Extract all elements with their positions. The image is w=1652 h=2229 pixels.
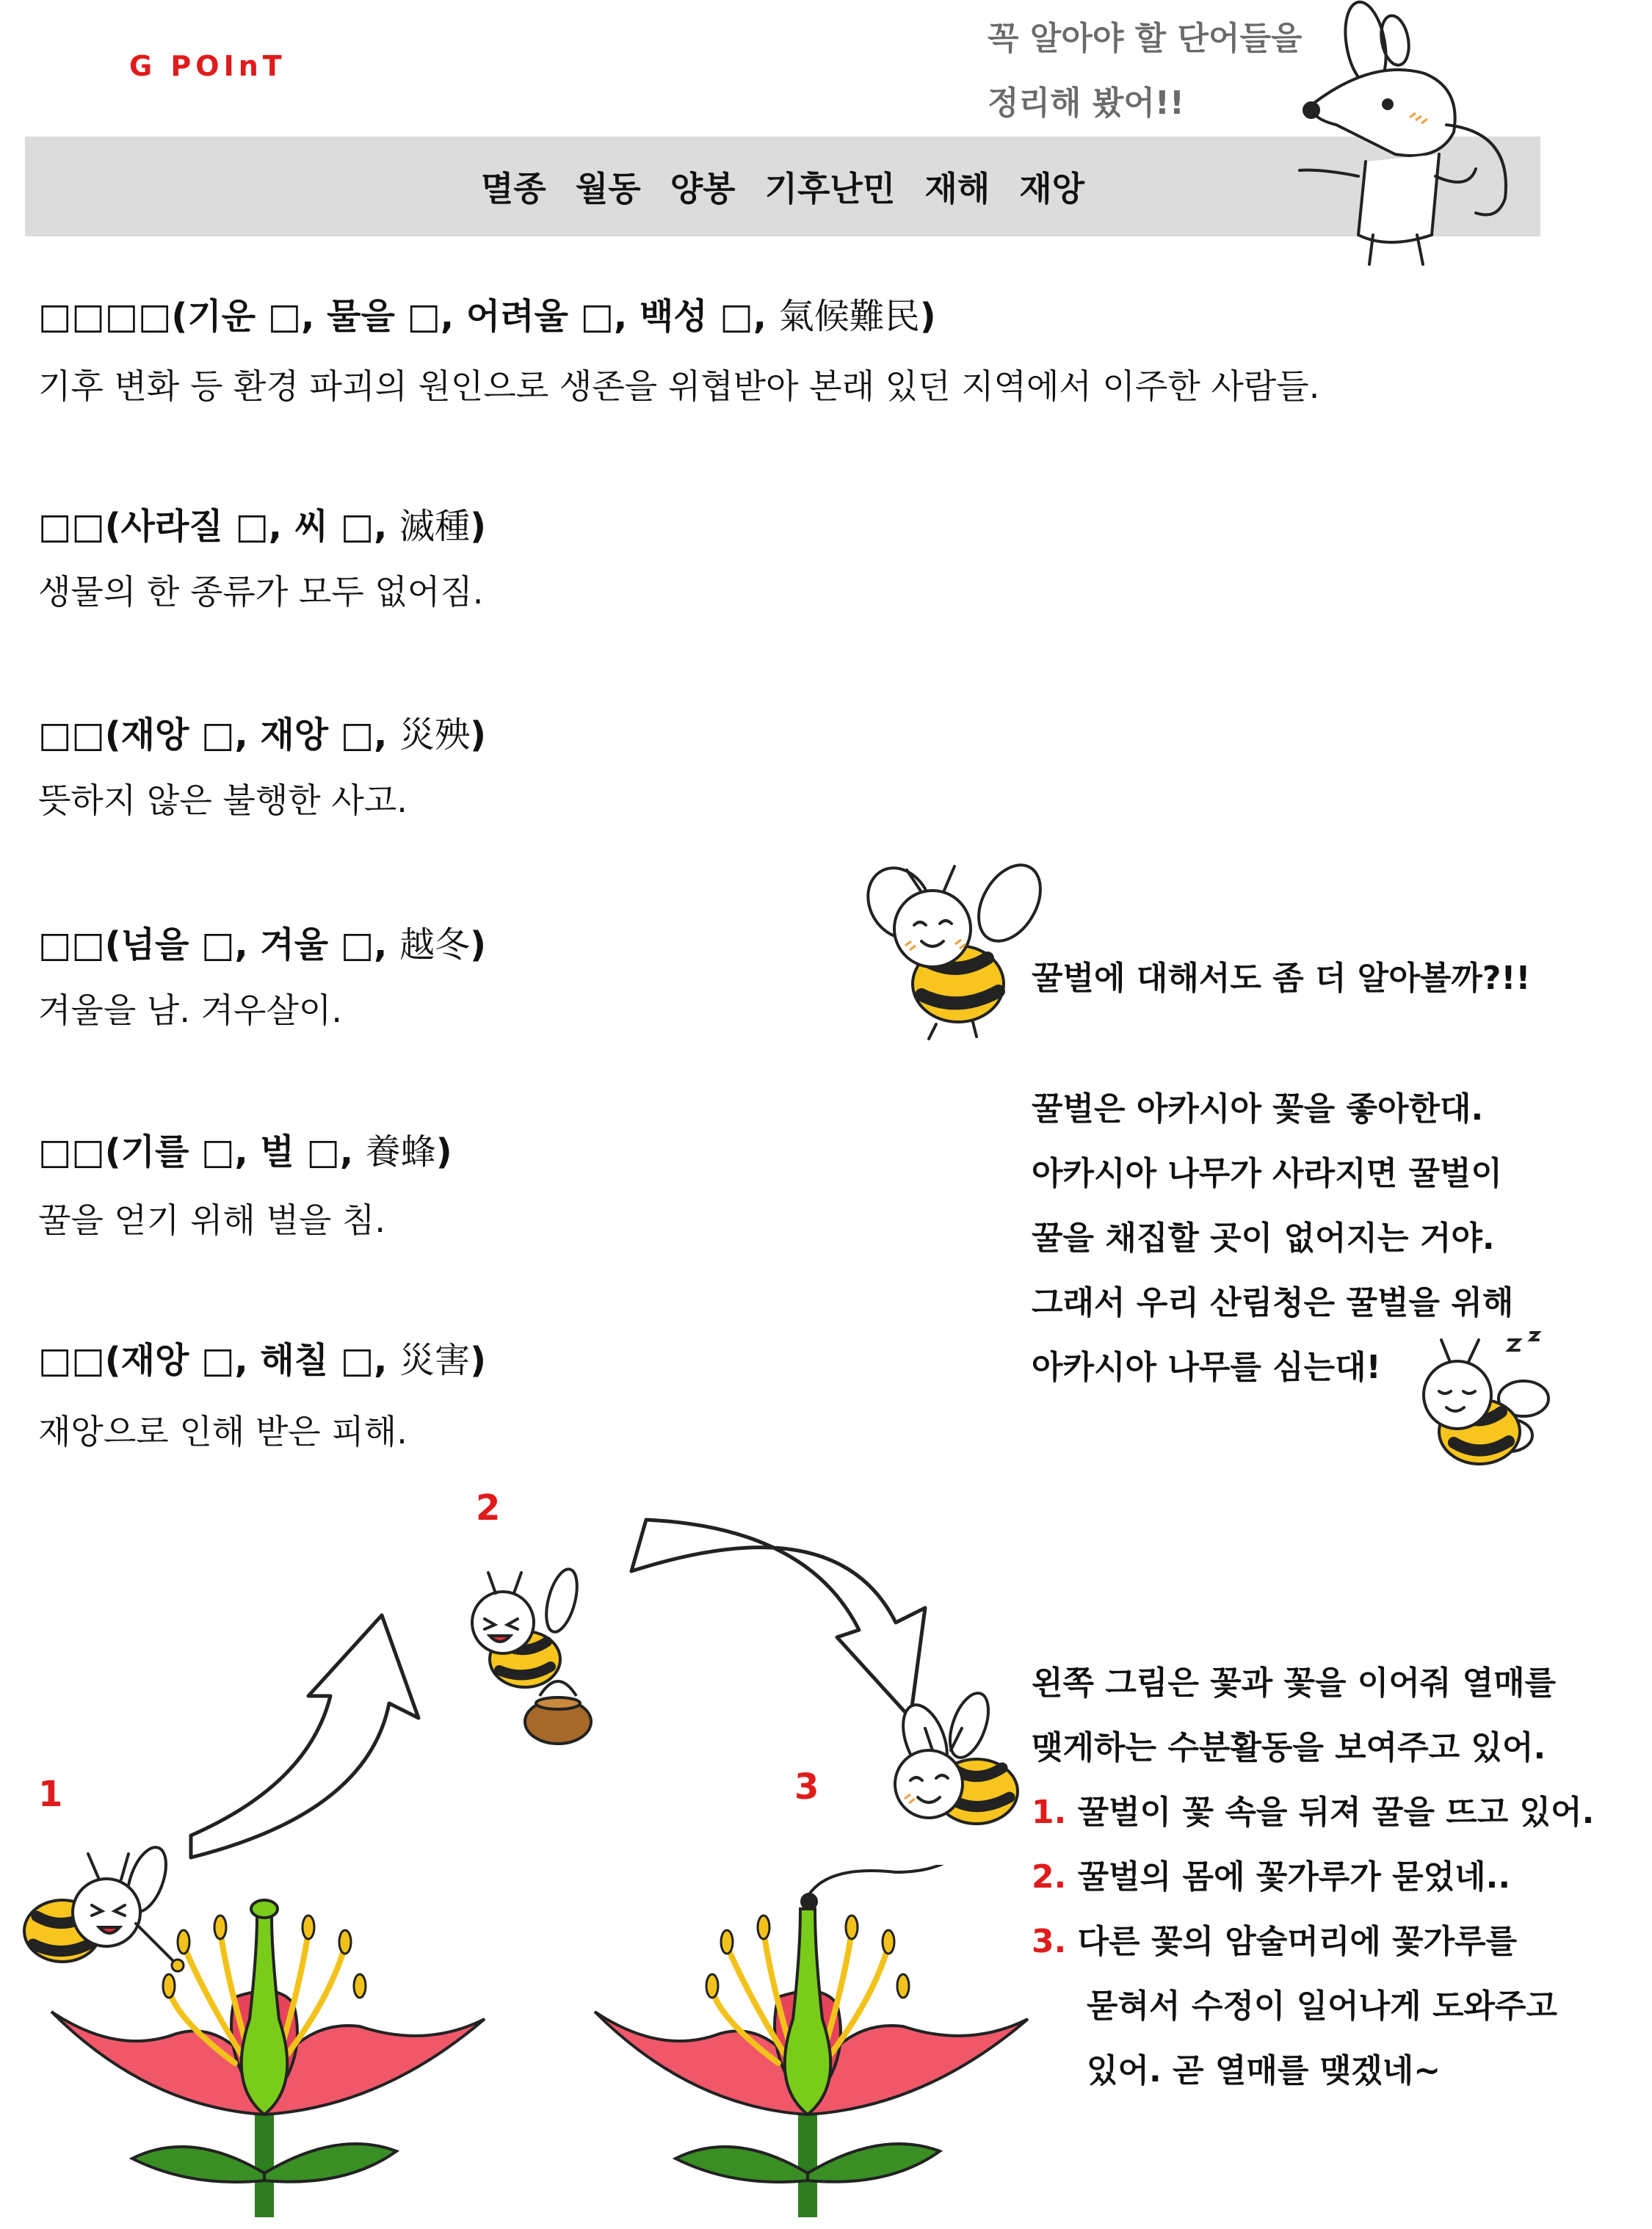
bee-line-2: 아카시아 나무가 사라지면 꿀벌이 [1032, 1155, 1503, 1192]
pollination-intro-1: 왼쪽 그림은 꽃과 꽃을 이어줘 열매를 [1032, 1664, 1557, 1702]
vocab-definition-2: 생물의 한 종류가 모두 없어짐. [38, 572, 484, 612]
pollination-step-2: 2. 꿀벌의 몸에 꽃가루가 묻었네.. [1032, 1858, 1511, 1896]
pollination-step-3-cont-2: 있어. 곧 열매를 맺겠네~ [1087, 2052, 1441, 2090]
keyword-1: 멸종 [480, 169, 546, 209]
vocab-definition-6: 재앙으로 인해 받은 피해. [38, 1412, 407, 1451]
bee-icon [863, 859, 1054, 1043]
bee-section-title: 꿀벌에 대해서도 좀 더 알아볼까?!! [1032, 960, 1531, 997]
keyword-6: 재앙 [1019, 169, 1085, 209]
vocab-heading-4: □□(넘을 □, 겨울 □, 越冬) [38, 924, 487, 965]
vocab-definition-1: 기후 변화 등 환경 파괴의 원인으로 생존을 위협받아 본래 있던 지역에서 이주한 사람들. [38, 366, 1320, 406]
pollination-step-3-cont-1: 묻혀서 수정이 일어나게 도와주고 [1087, 1987, 1558, 2025]
vocab-definition-3: 뜻하지 않은 불행한 사고. [38, 780, 407, 820]
hanja-3: 災殃 [399, 714, 471, 755]
curved-arrow-icon [162, 1593, 470, 1872]
step-label-3: 3 [794, 1766, 819, 1808]
vocab-heading-5: □□(기를 □, 벌 □, 養蜂) [38, 1131, 452, 1173]
header-note-line1: 꼭 알아야 할 단어들을 [988, 20, 1303, 57]
hanja-1: 氣候難民 [778, 296, 920, 337]
brand-logo: G POInT [129, 50, 286, 82]
flower-icon [587, 1865, 1043, 2229]
hanja-4: 越冬 [399, 924, 471, 965]
vocab-heading-1: □□□□(기운 □, 물을 □, 어려울 □, 백성 □, 氣候難民) [38, 296, 936, 337]
bee-line-1: 꿀벌은 아카시아 꽃을 좋아한대. [1032, 1090, 1484, 1128]
bee-icon [859, 1689, 1035, 1850]
vocab-definition-5: 꿀을 얻기 위해 벌을 침. [38, 1200, 386, 1240]
bee-line-4: 그래서 우리 산림청은 꿀벌을 위해 [1032, 1284, 1514, 1322]
hanja-2: 滅種 [399, 506, 471, 547]
header-note-line2: 정리해 봤어!! [988, 84, 1184, 122]
vocab-heading-3: □□(재앙 □, 재앙 □, 災殃) [38, 714, 487, 755]
honey-pot-icon [518, 1667, 598, 1747]
keyword-4: 기후난민 [764, 169, 896, 209]
vocab-heading-6: □□(재앙 □, 해칠 □, 災害) [38, 1340, 487, 1381]
step-label-2: 2 [476, 1487, 501, 1529]
mouse-mascot-icon [1292, 0, 1535, 272]
pollination-step-3: 3. 다른 꽃의 암술머리에 꽃가루를 [1032, 1923, 1518, 1960]
hanja-6: 災害 [399, 1340, 471, 1381]
keyword-3: 양봉 [670, 169, 736, 209]
bee-line-3: 꿀을 채집할 곳이 없어지는 거야. [1032, 1219, 1495, 1257]
vocab-heading-2: □□(사라질 □, 씨 □, 滅種) [38, 506, 487, 547]
sleeping-bee-icon [1399, 1325, 1568, 1479]
hanja-5: 養蜂 [365, 1131, 436, 1173]
pollination-intro-2: 맺게하는 수분활동을 보여주고 있어. [1032, 1729, 1546, 1766]
pollination-step-1: 1. 꿀벌이 꽃 속을 뒤져 꿀을 뜨고 있어. [1032, 1794, 1595, 1831]
keyword-2: 월동 [575, 169, 641, 209]
step-label-1: 1 [38, 1774, 63, 1815]
keyword-5: 재해 [924, 169, 990, 209]
bee-line-5: 아카시아 나무를 심는대! [1032, 1349, 1381, 1386]
vocab-definition-4: 겨울을 남. 겨우살이. [38, 990, 342, 1030]
bee-icon [18, 1835, 187, 1997]
